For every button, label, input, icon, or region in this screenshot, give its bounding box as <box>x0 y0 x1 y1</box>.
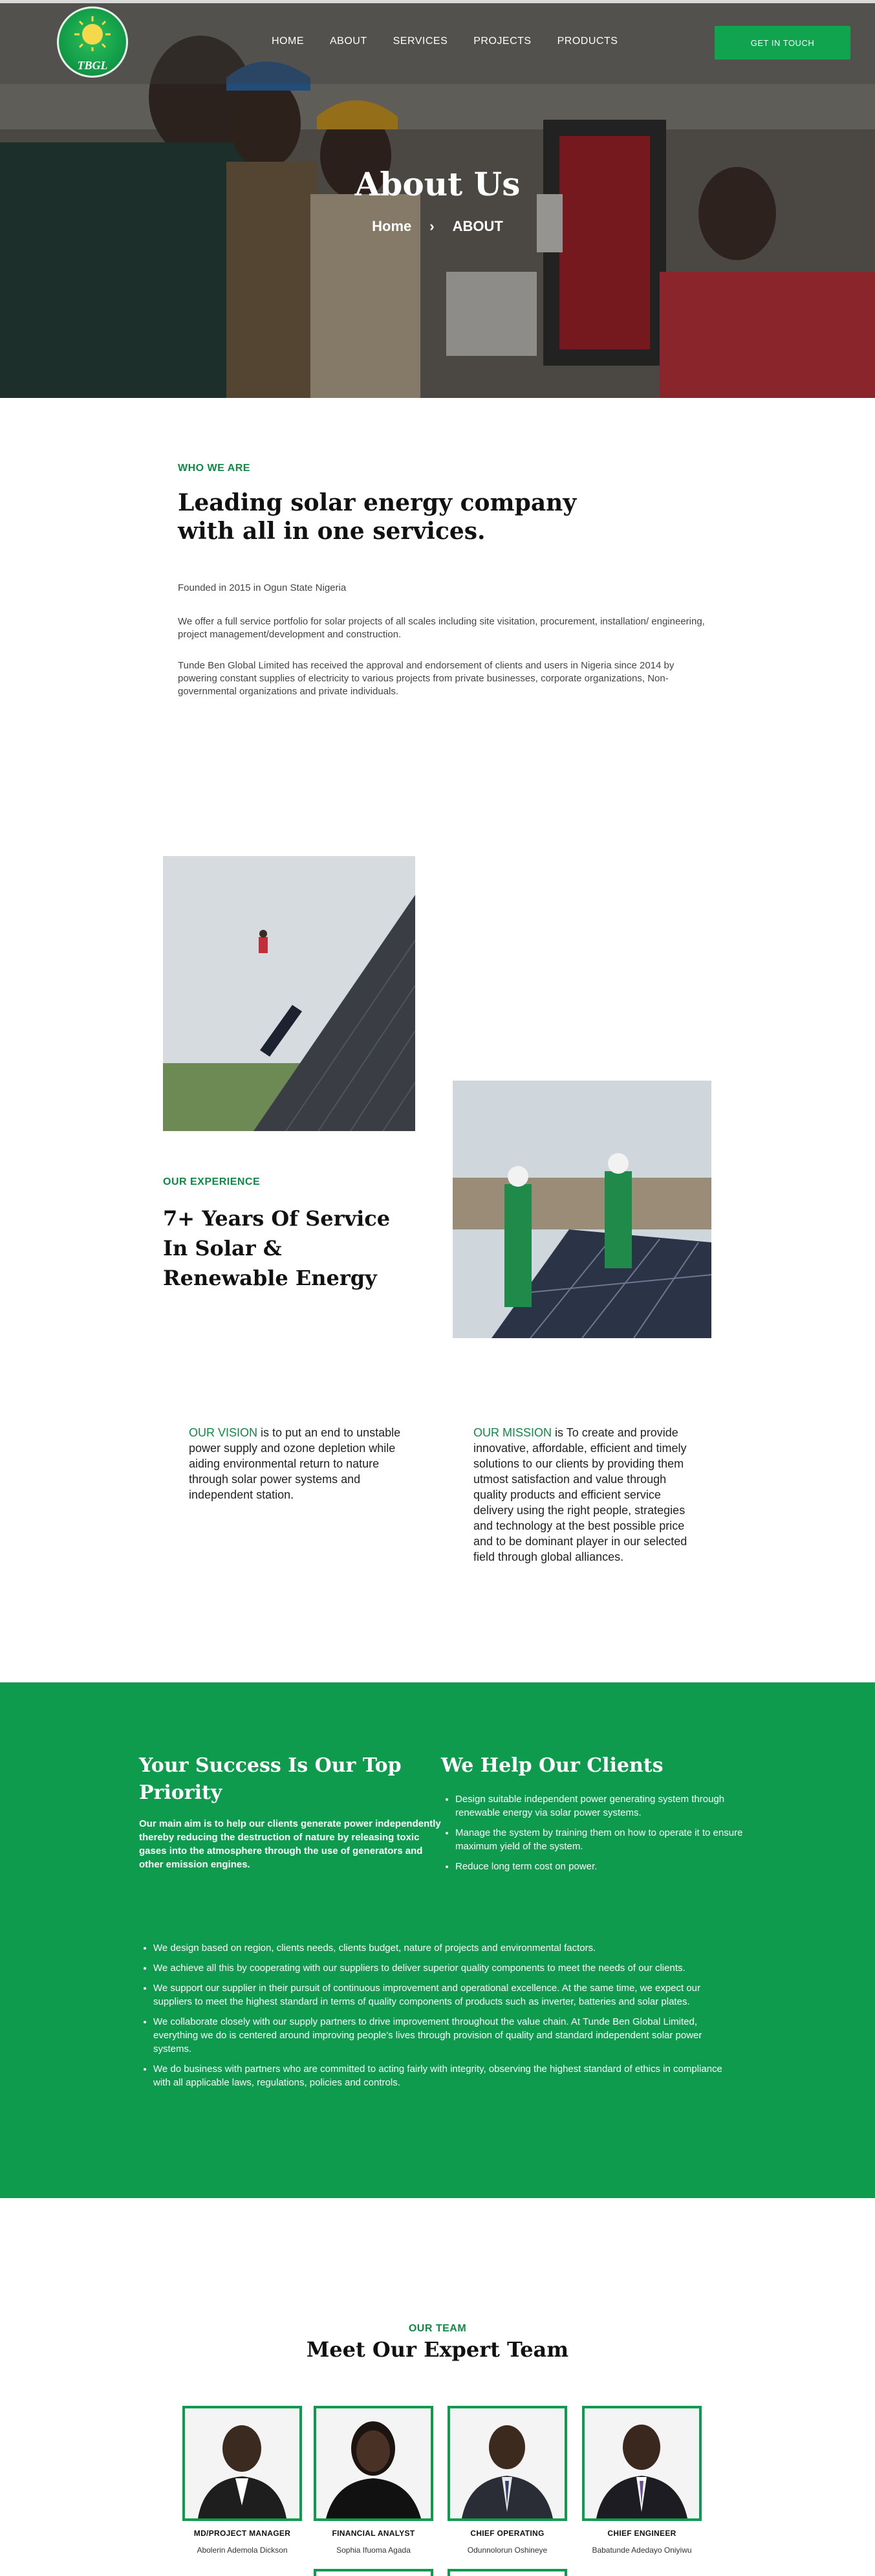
team-heading: Meet Our Expert Team <box>306 2337 569 2362</box>
list-item: • Manage the system by training them on how to operate it to ensure maximum yield of the system. <box>455 1826 751 1853</box>
vision-label: OUR VISION <box>189 1426 258 1439</box>
help-list <box>441 1792 751 1873</box>
breadcrumb <box>0 218 875 235</box>
get-in-touch-button[interactable]: GET IN TOUCH <box>715 26 850 60</box>
nav-services[interactable]: SERVICES <box>393 36 448 47</box>
team-photo <box>182 2406 302 2521</box>
team-card[interactable] <box>582 2406 702 2555</box>
who-we-are-section <box>178 463 708 698</box>
values-list <box>139 1941 734 2096</box>
values-section <box>0 1682 875 2198</box>
nav-home[interactable]: HOME <box>272 36 304 47</box>
list-item: • We achieve all this by cooperating with our suppliers to deliver superior quality components to meet the needs of our clients. <box>153 1961 734 1975</box>
logo-text: TBGL <box>77 59 108 72</box>
team-name: Babatunde Adedayo Oniyiwu <box>592 2546 692 2555</box>
experience-heading: 7+ Years Of Service In Solar & Renewable Energy <box>163 1206 391 1290</box>
who-heading: Leading solar energy company with all in one services. <box>178 489 577 545</box>
who-founded: Founded in 2015 in Ogun State Nigeria <box>178 582 347 593</box>
who-portfolio: We offer a full service portfolio for solar projects of all scales including site visitation, procurement, installation/ engineering, project management/development and construction. <box>178 616 705 640</box>
vision-block <box>189 1425 402 1503</box>
list-item: • We collaborate closely with our supply partners to drive improvement throughout the value chain. At Tunde Ben Global Limited, everything we do is centered around improving people's lives through provision of quality and standard independent solar power systems. <box>153 2015 734 2056</box>
header-top-line <box>0 0 875 3</box>
team-card-next-row <box>314 2569 433 2576</box>
team-card[interactable] <box>448 2406 567 2555</box>
list-item: • We design based on region, clients needs, clients budget, nature of projects and environmental factors. <box>153 1941 734 1955</box>
installers-photo <box>453 1081 711 1338</box>
team-role: CHIEF ENGINEER <box>607 2529 676 2538</box>
roof-solar-photo <box>163 856 415 1131</box>
success-heading: Your Success Is Our Top Priority <box>139 1754 402 1804</box>
breadcrumb-home[interactable]: Home <box>372 218 412 234</box>
team-tag: OUR TEAM <box>408 2323 467 2334</box>
nav-about[interactable]: ABOUT <box>330 36 367 47</box>
who-endorsement: Tunde Ben Global Limited has received the approval and endorsement of clients and users in Nigeria since 2014 by powering constant supplies of electricity to various projects from private businesses, corporate organizations, Non-governmental organizations and private individuals. <box>178 660 675 697</box>
team-card[interactable] <box>314 2406 433 2555</box>
help-heading: We Help Our Clients <box>441 1754 664 1777</box>
nav-projects[interactable]: PROJECTS <box>473 36 532 47</box>
company-logo[interactable] <box>57 6 128 78</box>
experience-section <box>163 1176 396 1293</box>
team-role: MD/PROJECT MANAGER <box>193 2529 291 2538</box>
team-card-next-row <box>448 2569 567 2576</box>
breadcrumb-current: ABOUT <box>452 218 503 234</box>
page-title: About Us <box>354 165 521 203</box>
mission-block <box>473 1425 697 1565</box>
nav-products[interactable]: PRODUCTS <box>557 36 618 47</box>
team-name: Abolerin Ademola Dickson <box>197 2546 288 2555</box>
list-item: • Design suitable independent power generating system through renewable energy via solar power systems. <box>455 1792 751 1820</box>
mission-text: is To create and provide innovative, affordable, efficient and timely solutions to our clients by providing them utmost satisfaction and value through quality products and efficient service delivery using the right people, strategies and technology at the best possible price and to be dominant player in our selected field through global alliances. <box>473 1426 687 1563</box>
team-name: Odunnolorun Oshineye <box>467 2546 548 2555</box>
main-nav <box>272 36 618 47</box>
help-block <box>441 1752 751 1880</box>
team-photo <box>448 2406 567 2521</box>
team-card[interactable] <box>182 2406 302 2555</box>
team-name: Sophia Ifuoma Agada <box>336 2546 411 2555</box>
team-photo <box>314 2406 433 2521</box>
team-role: FINANCIAL ANALYST <box>332 2529 415 2538</box>
chevron-right-icon: › <box>429 218 435 234</box>
list-item: • Reduce long term cost on power. <box>455 1860 751 1873</box>
success-text: Our main aim is to help our clients generate power independently thereby reducing the destruction of nature by releasing toxic gases into the atmosphere through the use of generators and other emission engines. <box>139 1818 441 1870</box>
list-item: • We support our supplier in their pursuit of continuous improvement and operational excellence. At the same time, we expect our suppliers to meet the highest standard in terms of quality components of products such as inverter, batteries and solar plates. <box>153 1981 734 2009</box>
experience-tag: OUR EXPERIENCE <box>163 1176 261 1187</box>
team-role: CHIEF OPERATING <box>470 2529 545 2538</box>
mission-label: OUR MISSION <box>473 1426 552 1439</box>
team-photo <box>582 2406 702 2521</box>
list-item: • We do business with partners who are committed to acting fairly with integrity, observing the highest standard of ethics in compliance with all applicable laws, regulations, policies and controls. <box>153 2062 734 2089</box>
success-block <box>139 1752 443 1871</box>
who-tag: WHO WE ARE <box>178 463 250 474</box>
vision-text: is to put an end to unstable power supply and ozone depletion while aiding environmental return to nature through solar power systems and independent station. <box>189 1426 401 1501</box>
